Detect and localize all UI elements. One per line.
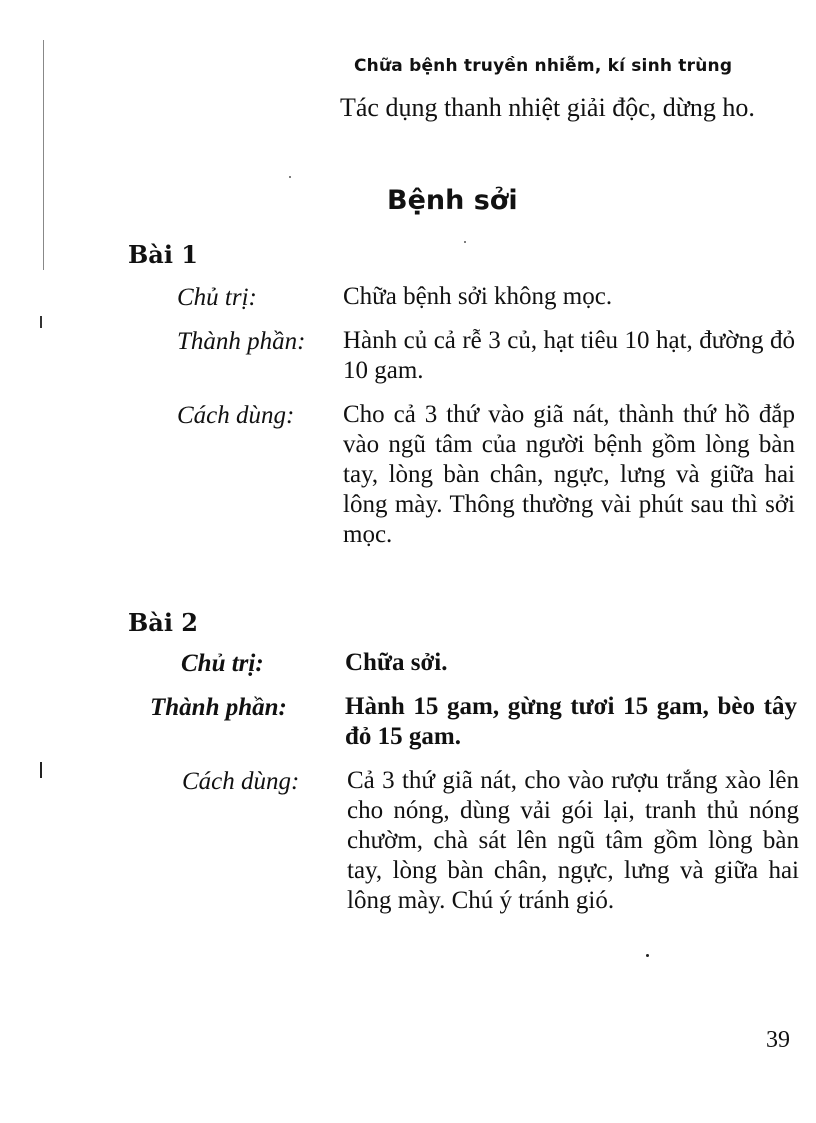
- chu-tri-label: Chủ trị:: [177, 284, 257, 311]
- cach-dung-label: Cách dùng:: [177, 402, 295, 429]
- bai-2-chu-tri-row: [0, 648, 816, 680]
- bai-1-thanh-phan-row: [0, 326, 816, 388]
- bai-1-cach-dung-row: [0, 400, 816, 590]
- running-header: Chữa bệnh truyền nhiễm, kí sinh trùng: [354, 56, 733, 76]
- thanh-phan-label: Thành phần:: [150, 694, 287, 721]
- cach-dung-text: Cả 3 thứ giã nát, cho vào rượu trắng xào lên cho nóng, dùng vải gói lại, tranh thủ nóng chườm, chà sát lên ngũ tâm gồm lòng bàn tay, lòng bàn chân, ngực, lưng và giữa hai lông mày. Chú ý tránh gió.: [347, 767, 799, 914]
- chu-tri-text: Chữa sởi.: [345, 649, 448, 676]
- thanh-phan-text: Hành 15 gam, gừng tươi 15 gam, bèo tây đỏ 15 gam.: [345, 693, 797, 750]
- section-title: Bệnh sởi: [387, 185, 518, 216]
- bai-2-heading: Bài 2: [128, 608, 199, 637]
- bai-1-chu-tri-row: [0, 282, 816, 314]
- scan-speck: [289, 176, 291, 178]
- intro-paragraph: Tác dụng thanh nhiệt giải độc, dừng ho.: [340, 93, 755, 122]
- bai-2-cach-dung-row: [0, 766, 816, 956]
- chu-tri-label: Chủ trị:: [181, 650, 264, 677]
- page-number: 39: [766, 1027, 790, 1053]
- cach-dung-text: Cho cả 3 thứ vào giã nát, thành thứ hồ đắp vào ngũ tâm của người bệnh gồm lòng bàn tay, lòng bàn chân, ngực, lưng và giữa hai lông mày. Thông thường vài phút sau thì sởi mọc.: [343, 401, 795, 548]
- bai-1-heading: Bài 1: [128, 240, 199, 269]
- cach-dung-label: Cách dùng:: [182, 768, 300, 795]
- chu-tri-text: Chữa bệnh sởi không mọc.: [343, 283, 613, 310]
- scan-margin-line: [43, 40, 44, 270]
- thanh-phan-label: Thành phần:: [177, 328, 306, 355]
- thanh-phan-text: Hành củ cả rễ 3 củ, hạt tiêu 10 hạt, đường đỏ 10 gam.: [343, 327, 795, 384]
- scan-speck: [464, 241, 466, 243]
- bai-2-thanh-phan-row: [0, 692, 816, 754]
